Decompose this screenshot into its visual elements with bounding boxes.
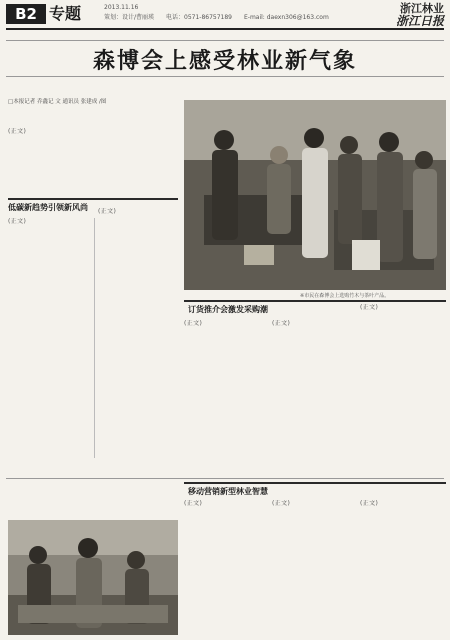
photo-buyers-at-stand [184,100,446,290]
section3-col3: (正文) [360,500,379,507]
article-headline: 森博会上感受林业新气象 [92,49,357,74]
article-byline: □本报记者 乔鑫记 文 通讯员 张建成 /图 [8,99,107,105]
photo-visitors-browsing [8,520,178,635]
editor-contact: 策划：设计/曹丽瑛 电话：0571-86757189 E-mail: daexn306@163.com [104,14,329,21]
section-title: 专题 [49,4,82,23]
section2-col2: (正文) [272,320,291,327]
top-photo-caption: ※市民在森博会上选购竹木与茶叶产品。 [300,293,390,299]
subhead-bar-2 [184,300,446,302]
subhead-marketing: 移动营销新型林业智慧 [188,487,268,496]
subhead-bar-1 [8,198,178,200]
lead-paragraph: (正文) [8,128,27,135]
section2-col1: (正文) [184,320,203,327]
masthead [6,3,444,27]
issue-date: 2013.11.16 [104,4,139,11]
subhead-low-carbon: 低碳新趋势引领新风尚 [8,203,88,212]
masthead-rule [6,28,444,30]
headline-rule-bottom [6,76,444,77]
section2-col3: (正文) [360,304,379,311]
column-divider [94,218,95,458]
paper-logo: 浙江日报 [395,14,444,28]
subhead-investment: 订货推介会激发采购潮 [188,305,268,314]
headline-rule-top [6,40,444,41]
section3-col1: (正文) [184,500,203,507]
subhead-bar-3 [184,482,446,484]
section1-col2: (正文) [98,208,117,215]
section3-rule [6,478,444,479]
paper-section-name: 浙江林业 [400,2,444,15]
section3-col2: (正文) [272,500,291,507]
section1-col1: (正文) [8,218,27,225]
page-number: B2 [6,4,46,24]
